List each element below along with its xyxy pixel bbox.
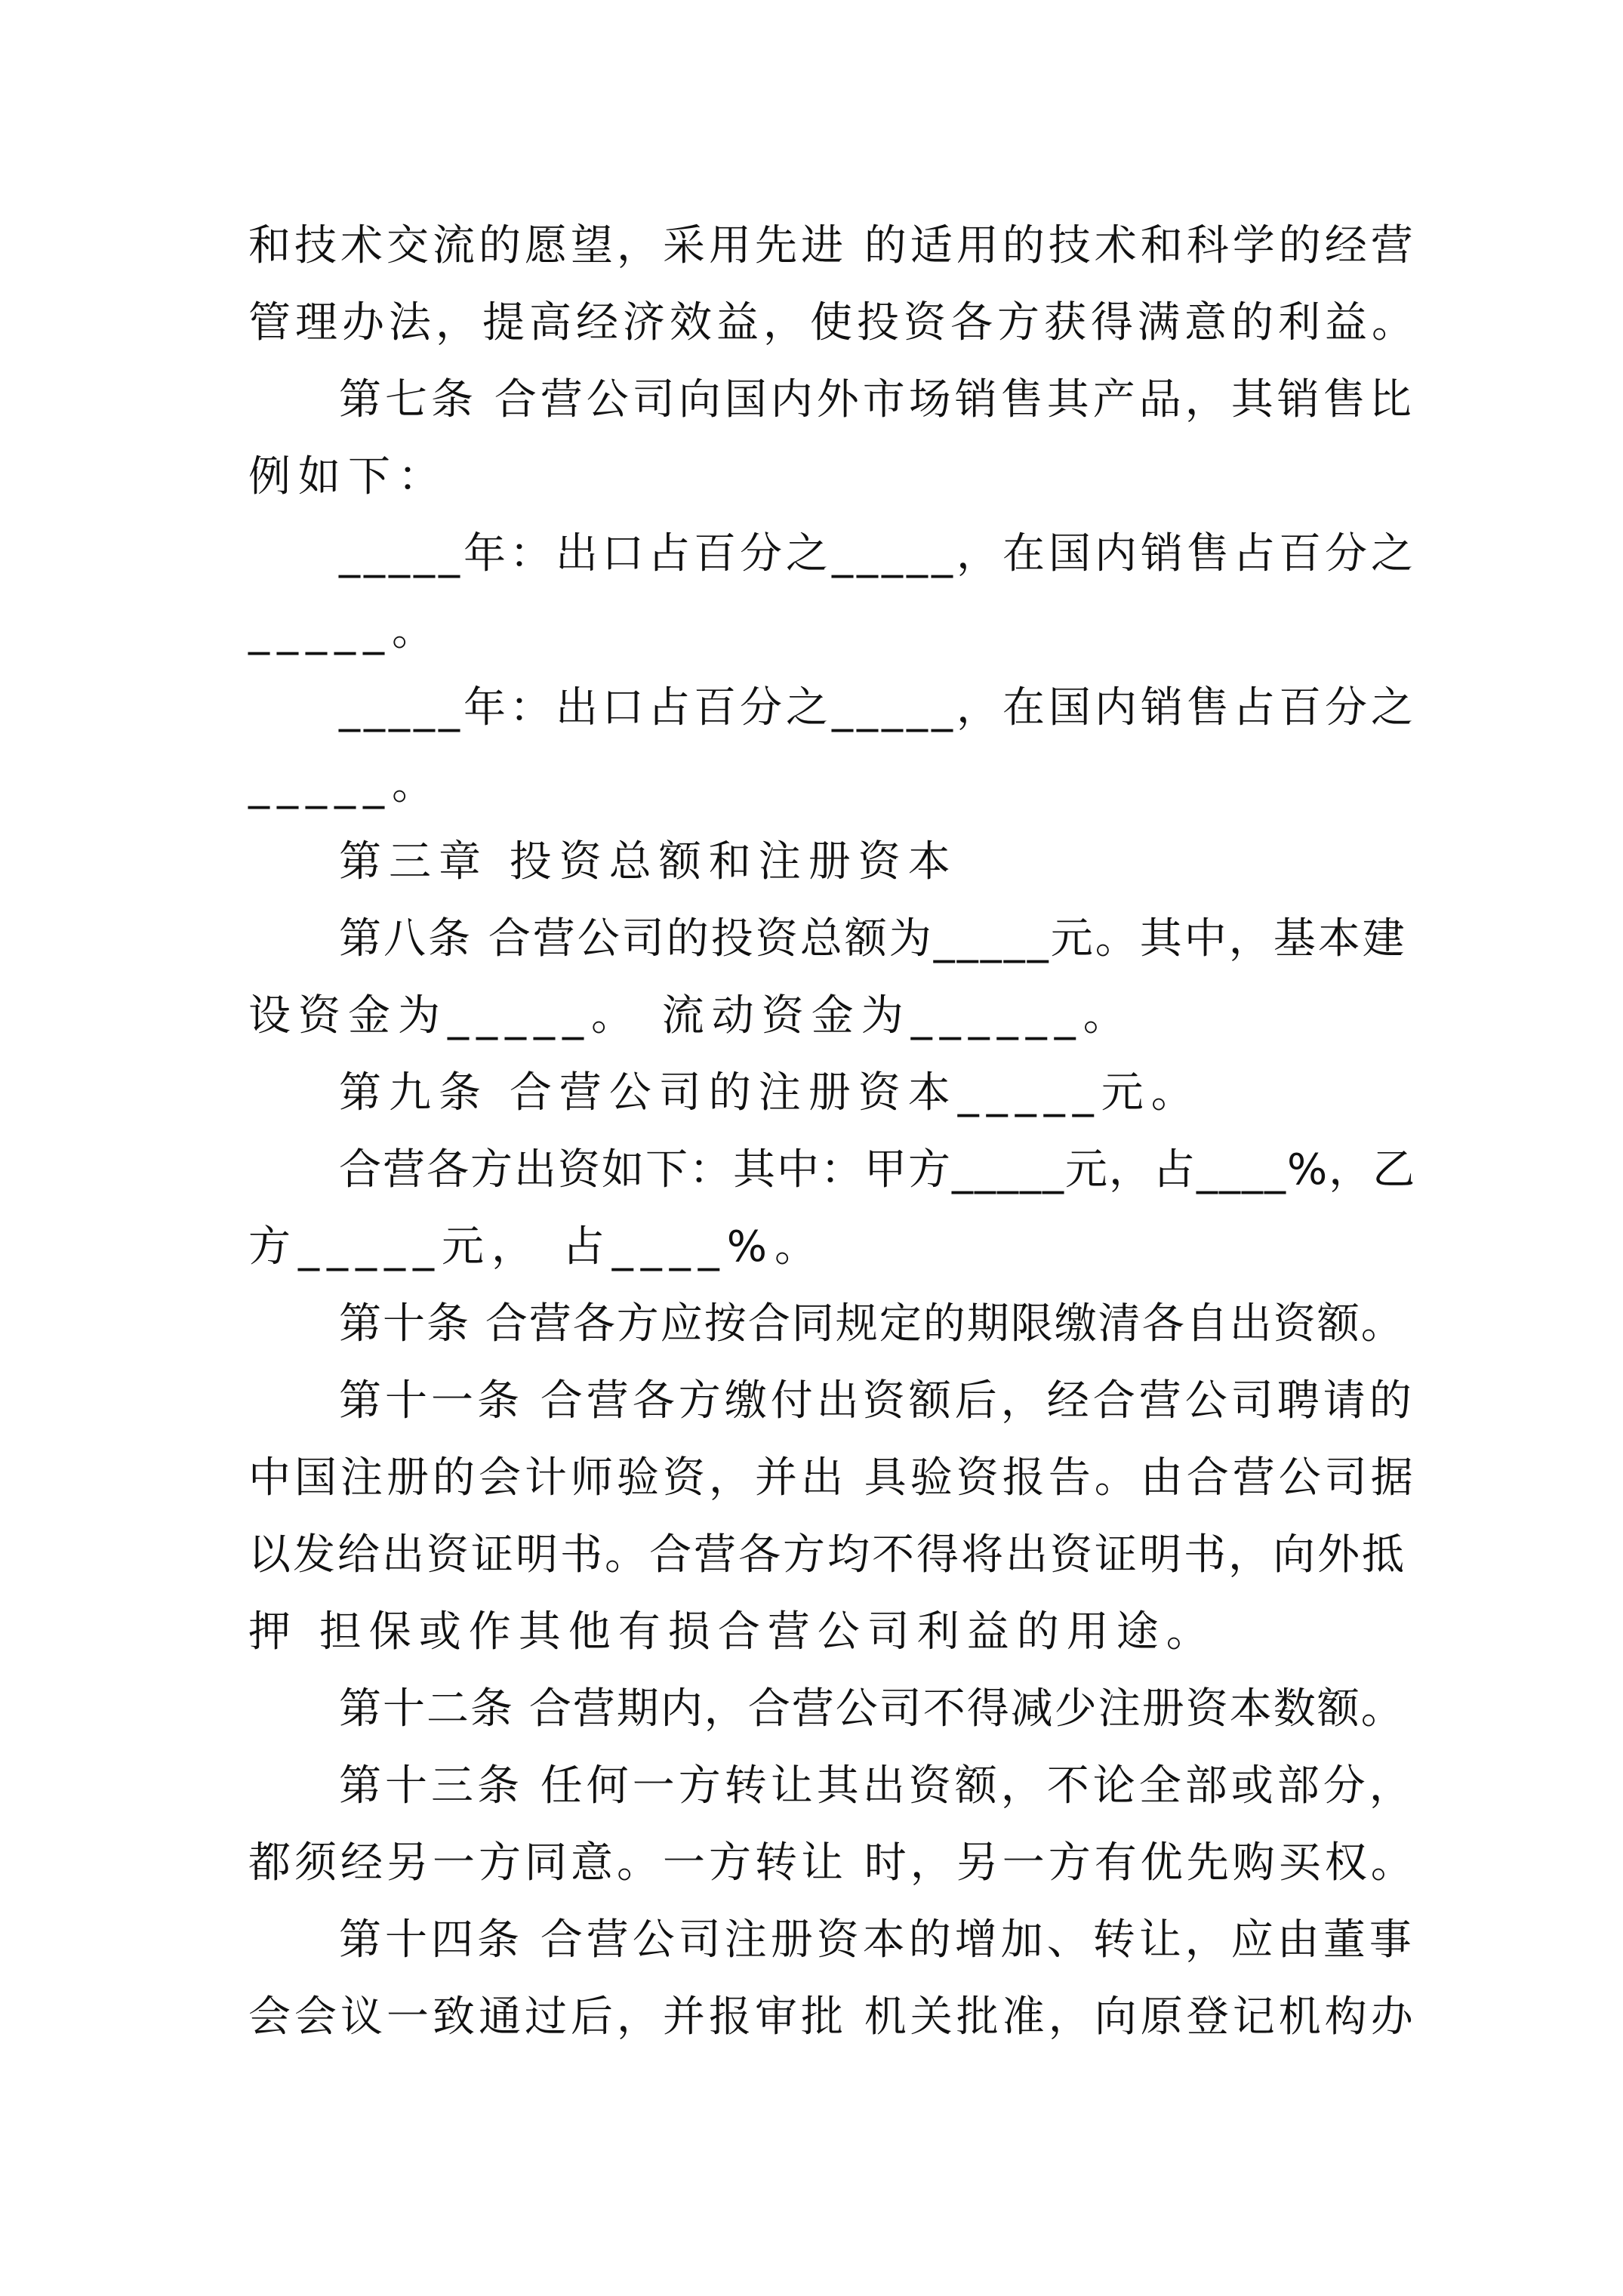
article-12-heading: 第十二条 合营期内，合营公司不得减少注册资本数额。 [339,1684,1405,1734]
article-8-heading: 第八条 合营公司的投资总额为_____元。其中，基本建 [339,914,1407,963]
article-14-heading: 第十四条 合营公司注册资本的增加、转让，应由董事 [339,1915,1415,1965]
text-line: 方_____元， 占____%。 [248,1222,825,1271]
chapter-3-heading: 第三章 投资总额和注册资本 [339,837,958,886]
text-line: 中国注册的会计师验资，并出 具验资报告。由合营公司据 [248,1453,1417,1502]
article-10-heading: 第十条 合营各方应按合同规定的期限缴清各自出资额。 [339,1299,1405,1348]
text-line: _____。 [248,760,442,809]
text-line: 会会议一致通过后，并报审批 机关批准，向原登记机构办 [248,1992,1417,2042]
text-line: 设资金为_____。 流动资金为______。 [248,991,1133,1040]
capital-contribution-line: 合营各方出资如下：其中：甲方_____元，占____%，乙 [339,1145,1417,1194]
text-line: 例如下： [248,452,448,501]
article-7-heading: 第七条 合营公司向国内外市场销售其产品，其销售比 [339,375,1415,424]
text-line: 和技术交流的愿望，采用先进 的适用的技术和科学的经营 [248,221,1417,270]
sales-ratio-line: _____年：出口占百分之_____，在国内销售占百分之 [339,683,1417,732]
article-13-heading: 第十三条 任何一方转让其出资额，不论全部或部分， [339,1761,1415,1811]
text-line: _____。 [248,606,442,655]
text-line: 管理办法，提高经济效益，使投资各方获得满意的利益。 [248,298,1418,347]
article-9-heading: 第九条 合营公司的注册资本_____元。 [339,1068,1201,1117]
text-line: 押 担保或作其他有损合营公司利益的用途。 [248,1607,1216,1657]
text-line: 以发给出资证明书。合营各方均不得将出资证明书，向外抵 [248,1530,1406,1579]
sales-ratio-line: _____年：出口占百分之_____，在国内销售占百分之 [339,529,1417,578]
article-11-heading: 第十一条 合营各方缴付出资额后，经合营公司聘请的 [339,1376,1415,1425]
text-line: 都须经另一方同意。一方转让 时，另一方有优先购买权。 [248,1838,1417,1888]
